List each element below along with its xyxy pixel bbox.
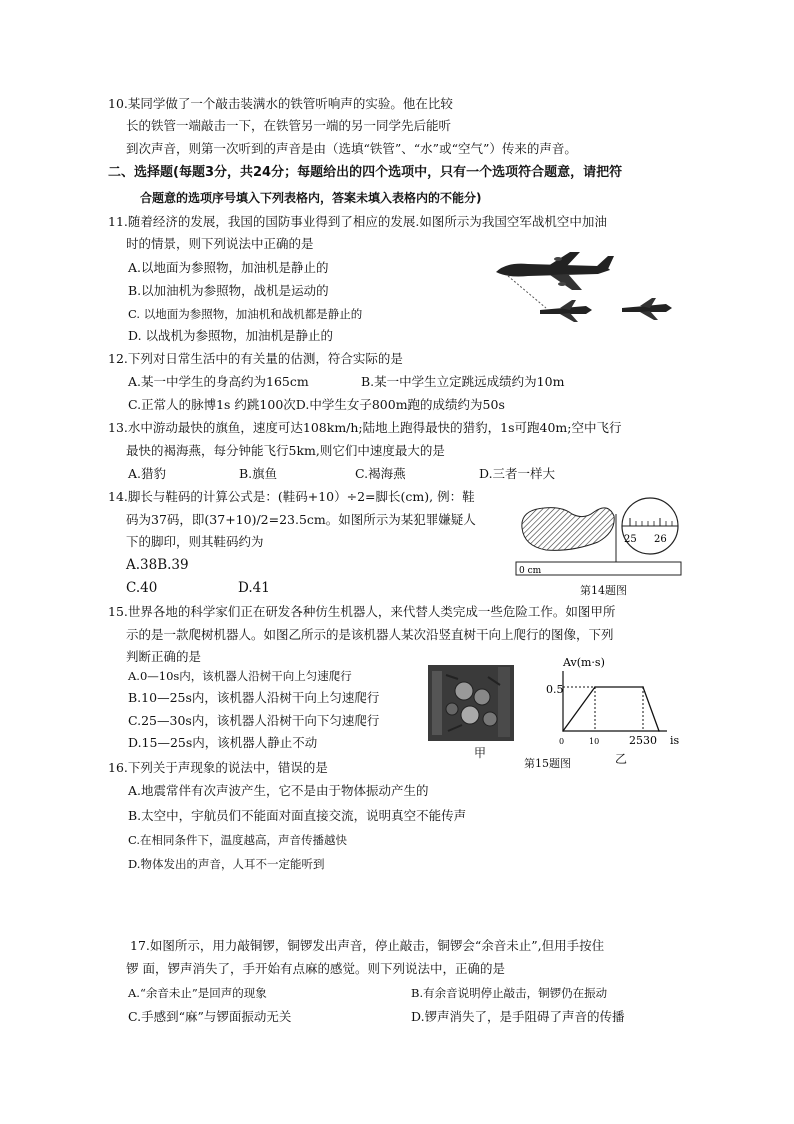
q11-option-b: B.以加油机为参照物，战机是运动的 bbox=[128, 283, 329, 298]
q13-option-d: D.三者一样大 bbox=[479, 466, 556, 481]
q14-option-ab: A.38B.39 bbox=[126, 557, 189, 573]
ruler-label-26: 26 bbox=[654, 534, 667, 545]
q14-line1: 14.脚长与鞋码的计算公式是：(鞋码+10）÷2=脚长(cm), 例：鞋 bbox=[108, 489, 475, 504]
q16-line1: 16.下列关于声现象的说法中，错误的是 bbox=[108, 760, 328, 775]
section2-heading-cont: 合题意的选项序号填入下列表格内，答案未填入表格内的不能分) bbox=[140, 191, 482, 205]
q12-option-cd: C.正常人的脉博1s 约跳100次D.中学生女子800m跑的成绩约为50s bbox=[128, 397, 505, 412]
ruler-label-zero: 0 cm bbox=[519, 566, 542, 576]
graph-series-line bbox=[563, 687, 659, 731]
ruler-label-25: 25 bbox=[624, 534, 637, 545]
q15-line1: 15.世界各地的科学家们正在研发各种仿生机器人，来代替人类完成一些危险工作。如图甲所 bbox=[108, 604, 616, 619]
q17-option-b: B.有余音说明停止敲击，铜锣仍在振动 bbox=[411, 986, 608, 1000]
velocity-time-graph bbox=[533, 655, 683, 750]
q15-line3: 判断正确的是 bbox=[126, 649, 202, 664]
q17-option-c: C.手感到“麻”与锣面振动无关 bbox=[128, 1009, 292, 1024]
q12-option-b: B.某一中学生立定跳远成绩约为10m bbox=[361, 374, 565, 389]
q15-option-a: A.0—10s内，该机器人沿树干向上匀速爬行 bbox=[128, 669, 352, 683]
q17-option-a: A.“余音未止”是回声的现象 bbox=[128, 986, 267, 1000]
graph-x-tick-0: 0 bbox=[559, 737, 565, 746]
q16-option-d: D.物体发出的声音，人耳不一定能听到 bbox=[128, 857, 325, 871]
q15-figure-caption: 第15题图 bbox=[524, 757, 571, 770]
q16-option-b: B.太空中，宇航员们不能面对面直接交流，说明真空不能传声 bbox=[128, 808, 467, 823]
q13-option-c: C.褐海燕 bbox=[355, 466, 406, 481]
q17-option-d: D.锣声消失了，是手阻碍了声音的传播 bbox=[411, 1009, 625, 1024]
q11-line1: 11.随着经济的发展，我国的国防事业得到了相应的发展.如图所示为我国空军战机空中加油 bbox=[108, 214, 607, 229]
aerial-refueling-figure bbox=[488, 250, 688, 332]
graph-x-tick-10: 10 bbox=[589, 737, 600, 746]
q14-figure-caption: 第14题图 bbox=[580, 584, 627, 597]
q15-option-c: C.25—30s内，该机器人沿树干向下匀速爬行 bbox=[128, 713, 380, 728]
q14-line2: 码为37码，即(37+10)/2=23.5cm。如图所示为某犯罪嫌疑人 bbox=[126, 512, 476, 527]
fig-yi-label: 乙 bbox=[615, 752, 628, 766]
tree-robot-photo bbox=[428, 665, 514, 741]
q11-line2: 时的情景，则下列说法中正确的是 bbox=[126, 236, 314, 251]
graph-x-unit: is bbox=[670, 734, 680, 747]
q11-option-c: C. 以地面为参照物，加油机和战机都是静止的 bbox=[128, 307, 363, 321]
q10-line1: 10.某同学做了一个敲击装满水的铁管听响声的实验。他在比较 bbox=[108, 96, 453, 111]
graph-point-2 bbox=[642, 686, 644, 688]
q13-line1: 13.水中游动最快的旗鱼，速度可达108km/h;陆地上跑得最快的猎豹，1s可跑40m;空中飞行 bbox=[108, 420, 622, 435]
q10-line3: 到次声音，则第一次听到的声音是由（选填“铁管”、“水”或“空气”）传来的声音。 bbox=[126, 141, 577, 156]
graph-point-3 bbox=[658, 730, 660, 732]
q11-option-d: D. 以战机为参照物，加油机是静止的 bbox=[128, 328, 334, 343]
graph-x-tick-2530: 2530 bbox=[629, 734, 657, 747]
q12-line1: 12.下列对日常生活中的有关量的估测，符合实际的是 bbox=[108, 351, 403, 366]
q13-option-a: A.猎豹 bbox=[128, 466, 167, 481]
q14-option-d: D.41 bbox=[238, 580, 270, 596]
q14-option-c: C.40 bbox=[126, 580, 158, 596]
q10-line2: 长的铁管一端敲击一下，在铁管另一端的另一同学先后能听 bbox=[126, 118, 452, 133]
graph-point-1 bbox=[594, 686, 596, 688]
graph-point-0 bbox=[562, 730, 564, 732]
q14-line3: 下的脚印，则其鞋码约为 bbox=[126, 534, 264, 549]
q15-option-d: D.15—25s内，该机器人静止不动 bbox=[128, 735, 318, 750]
q15-option-b: B.10—25s内，该机器人沿树干向上匀速爬行 bbox=[128, 690, 380, 705]
q17-line1: 17.如图所示，用力敲铜锣，铜锣发出声音，停止敲击，铜锣会“余音未止”,但用手按住 bbox=[130, 938, 605, 953]
q11-option-a: A.以地面为参照物，加油机是静止的 bbox=[128, 260, 329, 275]
q15-line2: 示的是一款爬树机器人。如图乙所示的是该机器人某次沿竖直树干向上爬行的图像，下列 bbox=[126, 627, 614, 642]
footprint-ruler-figure bbox=[512, 494, 684, 578]
q13-line2: 最快的褐海燕，每分钟能飞行5km,则它们中速度最大的是 bbox=[126, 443, 445, 458]
q13-option-b: B.旗鱼 bbox=[239, 466, 278, 481]
q17-line2: 锣 面，锣声消失了，手开始有点麻的感觉。则下列说法中，正确的是 bbox=[126, 961, 505, 976]
q16-option-c: C.在相同条件下，温度越高，声音传播越快 bbox=[128, 833, 348, 847]
fig-jia-label: 甲 bbox=[474, 746, 487, 760]
graph-y-axis-label: Av(m·s) bbox=[563, 656, 605, 669]
q12-option-a: A.某一中学生的身高约为165cm bbox=[128, 374, 309, 389]
q16-option-a: A.地震常伴有次声波产生，它不是由于物体振动产生的 bbox=[128, 783, 429, 798]
section2-heading: 二、选择题(每题3分，共24分；每题给出的四个选项中，只有一个选项符合题意，请把符 bbox=[108, 165, 623, 180]
graph-y-tick-05: 0.5 bbox=[546, 683, 564, 696]
